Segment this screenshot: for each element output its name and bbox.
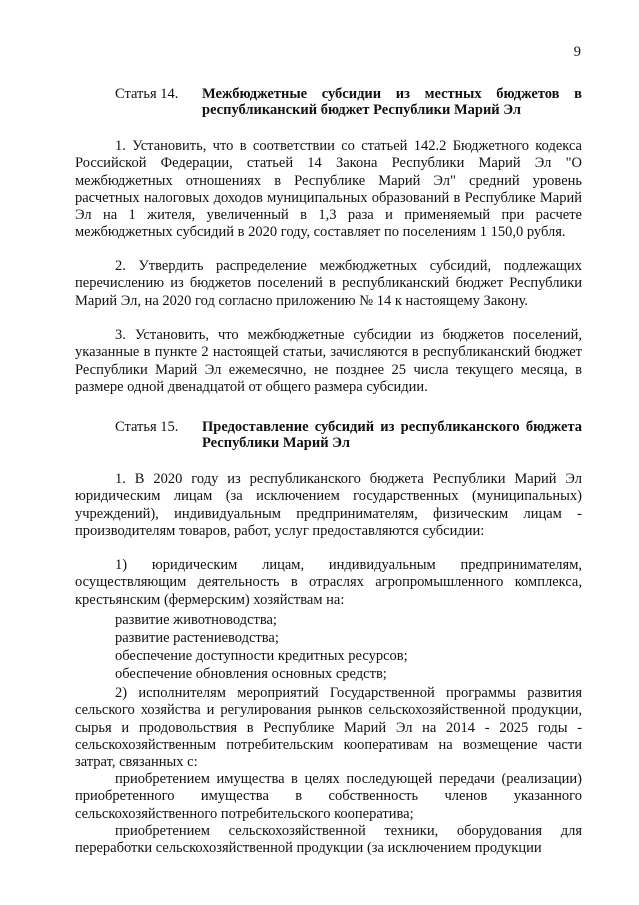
article-14-paragraph-1: 1. Установить, что в соответствии со статьей 142.2 Бюджетного кодекса Российской Федерации, статьей 14 Закона Республики Марий Эл "О межбюджетных отношениях в Республике Марий Эл" средний уровень расчетных налоговых доходов муниципальных образований в Республике Марий Эл на 1 жителя, увеличенный в 1,3 раза и применяемый при расчете межбюджетных субсидий в 2020 году, составляет по поселениям 1 150,0 рубля.	[75, 138, 582, 241]
list-item: обеспечение обновления основных средств;	[115, 666, 387, 682]
article-14-paragraph-2: 2. Утвердить распределение межбюджетных субсидий, подлежащих перечислению из бюджетов поселений в республиканский бюджет Республики Марий Эл, на 2020 год согласно приложению № 14 к настоящему Закону.	[75, 258, 582, 309]
article-15-paragraph-5: приобретением сельскохозяйственной техники, оборудования для переработки сельскохозяйственной продукции (за исключением продукции	[75, 823, 582, 857]
article-14-paragraph-3: 3. Установить, что межбюджетные субсидии из бюджетов поселений, указанные в пункте 2 настоящей статьи, зачисляются в республиканский бюджет Республики Марий Эл ежемесячно, не позднее 25 числа текущего месяца, в размере одной двенадцатой от общего размера субсидии.	[75, 327, 582, 395]
article-15-paragraph-2: 1) юридическим лицам, индивидуальным предпринимателям, осуществляющим деятельность в отраслях агропромышленного комплекса, крестьянским (фермерским) хозяйствам на:	[75, 557, 582, 608]
subsidy-purpose-list	[115, 611, 582, 683]
page-number: 9	[573, 44, 581, 60]
article-14-label: Статья 14.	[115, 86, 179, 102]
list-item: развитие растениеводства;	[115, 630, 279, 646]
list-item: развитие животноводства;	[115, 612, 277, 628]
article-15-paragraph-3: 2) исполнителям мероприятий Государственной программы развития сельского хозяйства и регулирования рынков сельскохозяйственной продукции, сырья и продовольствия в Республике Марий Эл на 2014 - 2025 годы - сельскохозяйственным потребительским кооперативам на возмещение части затрат, связанных с:	[75, 685, 582, 771]
article-15-paragraph-1: 1. В 2020 году из республиканского бюджета Республики Марий Эл юридическим лицам (за исключением государственных (муниципальных) учреждений), индивидуальным предпринимателям, физическим лицам - производителям товаров, работ, услуг предоставляются субсидии:	[75, 471, 582, 539]
article-14-title: Межбюджетные субсидии из местных бюджетов в республиканский бюджет Республики Марий Эл	[202, 86, 582, 118]
article-15-label: Статья 15.	[115, 419, 179, 435]
article-15-paragraph-4: приобретением имущества в целях последующей передачи (реализации) приобретенного имущества в собственность членов указанного сельскохозяйственного потребительского кооператива;	[75, 771, 582, 822]
list-item: обеспечение доступности кредитных ресурсов;	[115, 648, 408, 664]
article-15-title: Предоставление субсидий из республиканского бюджета Республики Марий Эл	[202, 419, 582, 451]
